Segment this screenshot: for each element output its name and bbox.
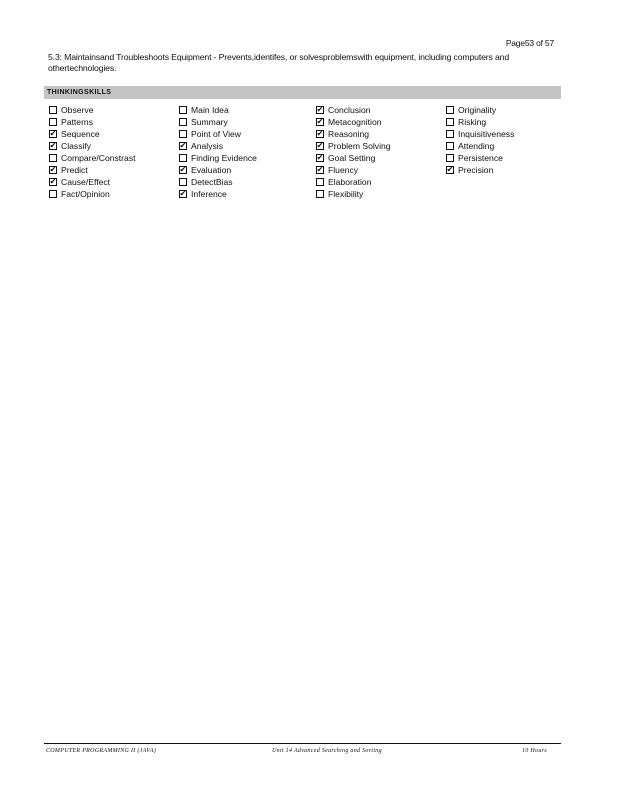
checkbox-empty-icon	[316, 190, 324, 198]
skill-label: Summary	[191, 117, 228, 127]
checkbox-empty-icon	[316, 178, 324, 186]
checkbox-checked-icon: ✔	[446, 165, 454, 174]
skill-item	[179, 152, 257, 164]
skill-label: Fact/Opinion	[61, 189, 110, 199]
skill-label: Inquisitiveness	[458, 129, 515, 139]
skill-label: Goal Setting	[328, 153, 376, 163]
skill-label: Evaluation	[191, 165, 232, 175]
standard-description: 5.3: Maintainsand Troubleshoots Equipment - Prevents,identifes, or solvesproblemswith equipment, including computers and othertechnologies.	[48, 52, 510, 73]
skill-item	[179, 104, 257, 116]
skill-item	[49, 164, 136, 176]
skill-label: DetectBias	[191, 177, 233, 187]
skill-item	[49, 176, 136, 188]
skill-item	[179, 176, 257, 188]
skill-item	[49, 116, 136, 128]
skills-column-1	[49, 104, 136, 200]
skill-item	[49, 140, 136, 152]
skill-label: Compare/Constrast	[61, 153, 136, 163]
checkbox-checked-icon: ✔	[179, 189, 187, 198]
skill-item	[446, 140, 514, 152]
skill-label: Cause/Effect	[61, 177, 111, 187]
checkbox-empty-icon	[446, 154, 454, 162]
skill-label: Metacognition	[328, 117, 382, 127]
skill-item	[316, 104, 391, 116]
checkbox-checked-icon: ✔	[49, 177, 57, 186]
skill-label: Precision	[458, 165, 494, 175]
skill-item	[179, 128, 257, 140]
skill-label: Inference	[191, 189, 227, 199]
skill-label: Analysis	[191, 141, 223, 151]
checkbox-empty-icon	[446, 142, 454, 150]
checkbox-empty-icon	[446, 106, 454, 114]
skill-label: Flexibility	[328, 189, 364, 199]
skill-item	[316, 140, 391, 152]
skill-label: Point of View	[191, 129, 242, 139]
skills-column-4	[446, 104, 514, 176]
checkbox-empty-icon	[446, 118, 454, 126]
checkbox-empty-icon	[49, 118, 57, 126]
skill-item	[446, 164, 514, 176]
skill-item	[179, 164, 257, 176]
checkbox-empty-icon	[179, 106, 187, 114]
skill-label: Sequence	[61, 129, 100, 139]
skill-item	[179, 188, 257, 200]
skill-label: Problem Solving	[328, 141, 391, 151]
skill-item	[316, 152, 391, 164]
footer-rule	[44, 743, 561, 744]
skills-column-3	[316, 104, 391, 200]
skills-column-2	[179, 104, 257, 200]
skill-item	[316, 176, 391, 188]
skill-label: Risking	[458, 117, 487, 127]
skill-label: Conclusion	[328, 105, 371, 115]
skill-label: Observe	[61, 105, 94, 115]
skill-label: Predict	[61, 165, 88, 175]
checkbox-empty-icon	[179, 154, 187, 162]
checkbox-empty-icon	[179, 130, 187, 138]
checkbox-checked-icon: ✔	[49, 129, 57, 138]
section-header-thinking-skills: THINKINGSKILLS	[44, 86, 561, 99]
checkbox-checked-icon: ✔	[49, 165, 57, 174]
skill-item	[446, 152, 514, 164]
checkbox-empty-icon	[49, 154, 57, 162]
skill-label: Classify	[61, 141, 92, 151]
checkbox-empty-icon	[49, 190, 57, 198]
skill-item	[446, 116, 514, 128]
skill-item	[316, 128, 391, 140]
footer-course: COMPUTER PROGRAMMING II (JAVA)	[46, 748, 157, 754]
skill-item	[446, 104, 514, 116]
skill-item	[49, 188, 136, 200]
skill-item	[179, 116, 257, 128]
skill-label: Originality	[458, 105, 497, 115]
skill-label: Fluency	[328, 165, 359, 175]
footer-unit: Unit 14 Advanced Searching and Sorting	[272, 748, 382, 754]
skill-item	[446, 128, 514, 140]
checkbox-checked-icon: ✔	[49, 141, 57, 150]
checkbox-checked-icon: ✔	[316, 165, 324, 174]
page-number: Page53 of 57	[505, 38, 554, 48]
skill-item	[316, 164, 391, 176]
skill-label: Main Idea	[191, 105, 229, 115]
skill-label: Finding Evidence	[191, 153, 257, 163]
checkbox-checked-icon: ✔	[316, 129, 324, 138]
checkbox-checked-icon: ✔	[316, 141, 324, 150]
checkbox-empty-icon	[179, 178, 187, 186]
checkbox-checked-icon: ✔	[316, 105, 324, 114]
skill-label: Persistence	[458, 153, 503, 163]
skill-item	[49, 128, 136, 140]
checkbox-checked-icon: ✔	[179, 141, 187, 150]
checkbox-empty-icon	[446, 130, 454, 138]
checkbox-checked-icon: ✔	[316, 117, 324, 126]
skill-label: Reasoning	[328, 129, 370, 139]
skill-item	[49, 104, 136, 116]
skill-label: Patterns	[61, 117, 94, 127]
checkbox-checked-icon: ✔	[179, 165, 187, 174]
checkbox-checked-icon: ✔	[316, 153, 324, 162]
checkbox-empty-icon	[49, 106, 57, 114]
skill-item	[316, 116, 391, 128]
skill-label: Elaboration	[328, 177, 372, 187]
skill-item	[316, 188, 391, 200]
skill-item	[179, 140, 257, 152]
skill-label: Attending	[458, 141, 495, 151]
checkbox-empty-icon	[179, 118, 187, 126]
footer-hours: 10 Hours	[522, 748, 547, 754]
skill-item	[49, 152, 136, 164]
